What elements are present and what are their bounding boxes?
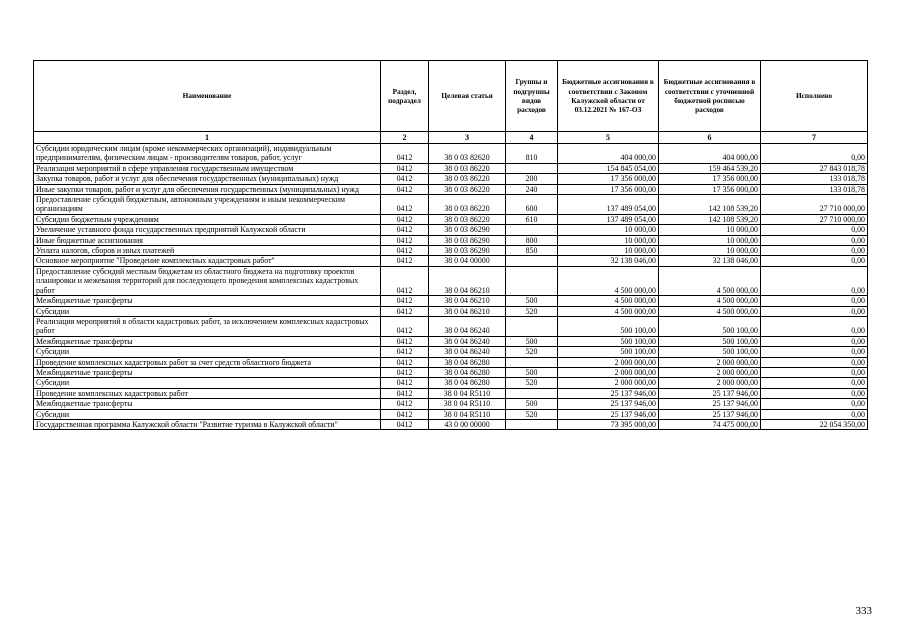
row-target-article: 38 0 03 86220 [429, 184, 506, 194]
row-expense-group: 520 [506, 306, 558, 316]
row-section: 0412 [381, 144, 429, 164]
row-executed: 0,00 [761, 399, 868, 409]
row-expense-group: 520 [506, 378, 558, 388]
row-section: 0412 [381, 163, 429, 173]
row-expense-group: 810 [506, 144, 558, 164]
row-expense-group: 610 [506, 214, 558, 224]
column-number: 7 [761, 132, 868, 144]
column-number: 1 [34, 132, 381, 144]
row-target-article: 38 0 04 00000 [429, 256, 506, 266]
row-section: 0412 [381, 246, 429, 256]
row-section: 0412 [381, 184, 429, 194]
row-section: 0412 [381, 306, 429, 316]
header-cell: Раздел, подраздел [381, 61, 429, 132]
row-name: Субсидии [34, 347, 381, 357]
row-section: 0412 [381, 399, 429, 409]
table-row [34, 409, 868, 419]
table-row [34, 174, 868, 184]
row-name: Государственная программа Калужской области "Развитие туризма в Калужской области" [34, 419, 381, 429]
row-revised-allocation: 4 500 000,00 [659, 266, 761, 295]
table-row [34, 296, 868, 306]
row-law-allocation: 2 000 000,00 [558, 378, 659, 388]
table-row [34, 163, 868, 173]
row-name: Иные закупки товаров, работ и услуг для обеспечения государственных (муниципальных) нужд [34, 184, 381, 194]
row-executed: 0,00 [761, 357, 868, 367]
row-section: 0412 [381, 336, 429, 346]
row-law-allocation: 2 000 000,00 [558, 367, 659, 377]
page-number: 333 [855, 605, 872, 617]
row-name: Проведение комплексных кадастровых работ [34, 388, 381, 398]
row-target-article: 38 0 04 86240 [429, 336, 506, 346]
row-law-allocation: 17 356 000,00 [558, 174, 659, 184]
row-executed: 27 710 000,00 [761, 195, 868, 215]
column-number: 5 [558, 132, 659, 144]
row-target-article: 43 0 00 00000 [429, 419, 506, 429]
row-revised-allocation: 10 000,00 [659, 235, 761, 245]
row-law-allocation: 500 100,00 [558, 347, 659, 357]
row-expense-group [506, 419, 558, 429]
row-section: 0412 [381, 296, 429, 306]
row-target-article: 38 0 03 86290 [429, 246, 506, 256]
row-section: 0412 [381, 419, 429, 429]
row-section: 0412 [381, 409, 429, 419]
row-name: Закупка товаров, работ и услуг для обеспечения государственных (муниципальных) нужд [34, 174, 381, 184]
table-row [34, 235, 868, 245]
row-section: 0412 [381, 195, 429, 215]
row-section: 0412 [381, 388, 429, 398]
row-expense-group: 240 [506, 184, 558, 194]
table-row [34, 246, 868, 256]
row-law-allocation: 4 500 000,00 [558, 266, 659, 295]
table-row [34, 195, 868, 215]
row-revised-allocation: 500 100,00 [659, 316, 761, 336]
row-revised-allocation: 2 000 000,00 [659, 357, 761, 367]
row-name: Межбюджетные трансферты [34, 336, 381, 346]
row-target-article: 38 0 04 86240 [429, 316, 506, 336]
row-target-article: 38 0 04 R5110 [429, 388, 506, 398]
row-target-article: 38 0 04 86280 [429, 378, 506, 388]
header-cell: Наименование [34, 61, 381, 132]
row-target-article: 38 0 04 86210 [429, 306, 506, 316]
row-executed: 27 843 018,78 [761, 163, 868, 173]
row-target-article: 38 0 04 86280 [429, 367, 506, 377]
row-expense-group: 520 [506, 347, 558, 357]
row-target-article: 38 0 04 86240 [429, 347, 506, 357]
row-name: Субсидии бюджетным учреждениям [34, 214, 381, 224]
row-target-article: 38 0 03 82620 [429, 144, 506, 164]
row-target-article: 38 0 03 86220 [429, 195, 506, 215]
row-target-article: 38 0 04 R5110 [429, 409, 506, 419]
row-name: Межбюджетные трансферты [34, 367, 381, 377]
row-name: Субсидии [34, 378, 381, 388]
table-row [34, 225, 868, 235]
row-expense-group: 500 [506, 399, 558, 409]
row-section: 0412 [381, 316, 429, 336]
row-name: Предоставление субсидий местным бюджетам из областного бюджета на подготовку проектов планировки и межевания территорий для последующего проведения комплексных кадастровых работ [34, 266, 381, 295]
row-expense-group [506, 316, 558, 336]
row-name: Межбюджетные трансферты [34, 399, 381, 409]
budget-table [33, 60, 868, 430]
row-section: 0412 [381, 225, 429, 235]
row-expense-group: 500 [506, 367, 558, 377]
row-section: 0412 [381, 266, 429, 295]
row-executed: 0,00 [761, 336, 868, 346]
row-law-allocation: 25 137 946,00 [558, 399, 659, 409]
row-executed: 0,00 [761, 296, 868, 306]
row-executed: 27 710 000,00 [761, 214, 868, 224]
row-target-article: 38 0 03 86290 [429, 225, 506, 235]
row-section: 0412 [381, 214, 429, 224]
row-revised-allocation: 25 137 946,00 [659, 388, 761, 398]
row-law-allocation: 137 489 054,00 [558, 214, 659, 224]
table-row [34, 144, 868, 164]
table-body [34, 144, 868, 430]
row-expense-group: 600 [506, 195, 558, 215]
row-law-allocation: 73 395 000,00 [558, 419, 659, 429]
row-target-article: 38 0 04 86210 [429, 266, 506, 295]
row-revised-allocation: 10 000,00 [659, 225, 761, 235]
row-revised-allocation: 74 475 000,00 [659, 419, 761, 429]
row-executed: 22 054 350,00 [761, 419, 868, 429]
row-executed: 0,00 [761, 246, 868, 256]
row-expense-group: 800 [506, 235, 558, 245]
row-law-allocation: 10 000,00 [558, 225, 659, 235]
row-expense-group: 850 [506, 246, 558, 256]
header-cell: Бюджетные ассигнования в соответствии с уточненной бюджетной росписью расходов [659, 61, 761, 132]
row-section: 0412 [381, 174, 429, 184]
row-name: Субсидии [34, 409, 381, 419]
row-name: Основное мероприятие "Проведение комплексных кадастровых работ" [34, 256, 381, 266]
row-executed: 0,00 [761, 225, 868, 235]
header-cell: Группы и подгруппы видов расходов [506, 61, 558, 132]
table-row [34, 357, 868, 367]
row-executed: 0,00 [761, 256, 868, 266]
row-name: Субсидии [34, 306, 381, 316]
row-executed: 0,00 [761, 144, 868, 164]
row-target-article: 38 0 03 86220 [429, 163, 506, 173]
row-executed: 0,00 [761, 378, 868, 388]
row-section: 0412 [381, 378, 429, 388]
row-name: Уплата налогов, сборов и иных платежей [34, 246, 381, 256]
row-law-allocation: 4 500 000,00 [558, 306, 659, 316]
row-expense-group: 520 [506, 409, 558, 419]
row-executed: 0,00 [761, 306, 868, 316]
row-law-allocation: 137 489 054,00 [558, 195, 659, 215]
row-expense-group: 200 [506, 174, 558, 184]
row-revised-allocation: 2 000 000,00 [659, 378, 761, 388]
row-target-article: 38 0 03 86220 [429, 174, 506, 184]
row-expense-group: 500 [506, 296, 558, 306]
row-expense-group [506, 357, 558, 367]
header-cell: Исполнено [761, 61, 868, 132]
row-executed: 0,00 [761, 316, 868, 336]
header-row [34, 61, 868, 132]
column-number: 2 [381, 132, 429, 144]
row-name: Иные бюджетные ассигнования [34, 235, 381, 245]
table-row [34, 378, 868, 388]
row-name: Субсидии юридическим лицам (кроме некоммерческих организаций), индивидуальным предпринимателям, физическим лицам - производителям товаров, работ, услуг [34, 144, 381, 164]
row-section: 0412 [381, 256, 429, 266]
row-law-allocation: 25 137 946,00 [558, 388, 659, 398]
row-name: Реализация мероприятий в области кадастровых работ, за исключением комплексных кадастровых работ [34, 316, 381, 336]
row-section: 0412 [381, 235, 429, 245]
row-expense-group [506, 163, 558, 173]
table-row [34, 184, 868, 194]
column-number-row [34, 132, 868, 144]
row-executed: 0,00 [761, 235, 868, 245]
row-executed: 133 018,78 [761, 184, 868, 194]
column-number: 3 [429, 132, 506, 144]
table-row [34, 266, 868, 295]
row-revised-allocation: 10 000,00 [659, 246, 761, 256]
table-row [34, 367, 868, 377]
row-law-allocation: 10 000,00 [558, 235, 659, 245]
table-row [34, 347, 868, 357]
row-revised-allocation: 142 108 539,20 [659, 195, 761, 215]
row-revised-allocation: 2 000 000,00 [659, 367, 761, 377]
row-revised-allocation: 159 464 539,20 [659, 163, 761, 173]
table-row [34, 336, 868, 346]
row-executed: 0,00 [761, 266, 868, 295]
row-section: 0412 [381, 367, 429, 377]
row-law-allocation: 4 500 000,00 [558, 296, 659, 306]
table-row [34, 419, 868, 429]
row-name: Предоставление субсидий бюджетным, автономным учреждениям и иным некоммерческим организациям [34, 195, 381, 215]
row-law-allocation: 10 000,00 [558, 246, 659, 256]
table-row [34, 306, 868, 316]
row-expense-group [506, 388, 558, 398]
row-executed: 0,00 [761, 388, 868, 398]
row-revised-allocation: 500 100,00 [659, 347, 761, 357]
header-cell: Бюджетные ассигнования в соответствии с Законом Калужской области от 03.12.2021 № 167-ОЗ [558, 61, 659, 132]
row-law-allocation: 500 100,00 [558, 336, 659, 346]
row-name: Проведение комплексных кадастровых работ за счет средств областного бюджета [34, 357, 381, 367]
table-row [34, 316, 868, 336]
row-executed: 0,00 [761, 347, 868, 357]
row-expense-group [506, 256, 558, 266]
row-law-allocation: 500 100,00 [558, 316, 659, 336]
row-target-article: 38 0 04 86280 [429, 357, 506, 367]
row-revised-allocation: 32 138 046,00 [659, 256, 761, 266]
row-name: Реализация мероприятий в сфере управления государственным имуществом [34, 163, 381, 173]
row-law-allocation: 25 137 946,00 [558, 409, 659, 419]
row-revised-allocation: 4 500 000,00 [659, 306, 761, 316]
row-revised-allocation: 17 356 000,00 [659, 184, 761, 194]
table-row [34, 256, 868, 266]
table-row [34, 399, 868, 409]
row-revised-allocation: 25 137 946,00 [659, 399, 761, 409]
row-executed: 0,00 [761, 367, 868, 377]
column-number: 4 [506, 132, 558, 144]
header-cell: Целевая статья [429, 61, 506, 132]
row-expense-group [506, 266, 558, 295]
row-section: 0412 [381, 357, 429, 367]
row-law-allocation: 2 000 000,00 [558, 357, 659, 367]
row-law-allocation: 17 356 000,00 [558, 184, 659, 194]
row-target-article: 38 0 03 86220 [429, 214, 506, 224]
row-law-allocation: 32 138 046,00 [558, 256, 659, 266]
row-name: Межбюджетные трансферты [34, 296, 381, 306]
table-row [34, 214, 868, 224]
row-law-allocation: 154 845 054,00 [558, 163, 659, 173]
row-expense-group [506, 225, 558, 235]
row-revised-allocation: 25 137 946,00 [659, 409, 761, 419]
row-revised-allocation: 17 356 000,00 [659, 174, 761, 184]
row-revised-allocation: 500 100,00 [659, 336, 761, 346]
row-revised-allocation: 4 500 000,00 [659, 296, 761, 306]
row-target-article: 38 0 04 R5110 [429, 399, 506, 409]
row-name: Увеличение уставного фонда государственных предприятий Калужской области [34, 225, 381, 235]
row-executed: 0,00 [761, 409, 868, 419]
row-section: 0412 [381, 347, 429, 357]
row-target-article: 38 0 04 86210 [429, 296, 506, 306]
column-number: 6 [659, 132, 761, 144]
row-revised-allocation: 142 108 539,20 [659, 214, 761, 224]
row-executed: 133 018,78 [761, 174, 868, 184]
row-revised-allocation: 404 000,00 [659, 144, 761, 164]
table-row [34, 388, 868, 398]
row-law-allocation: 404 000,00 [558, 144, 659, 164]
row-target-article: 38 0 03 86290 [429, 235, 506, 245]
row-expense-group: 500 [506, 336, 558, 346]
